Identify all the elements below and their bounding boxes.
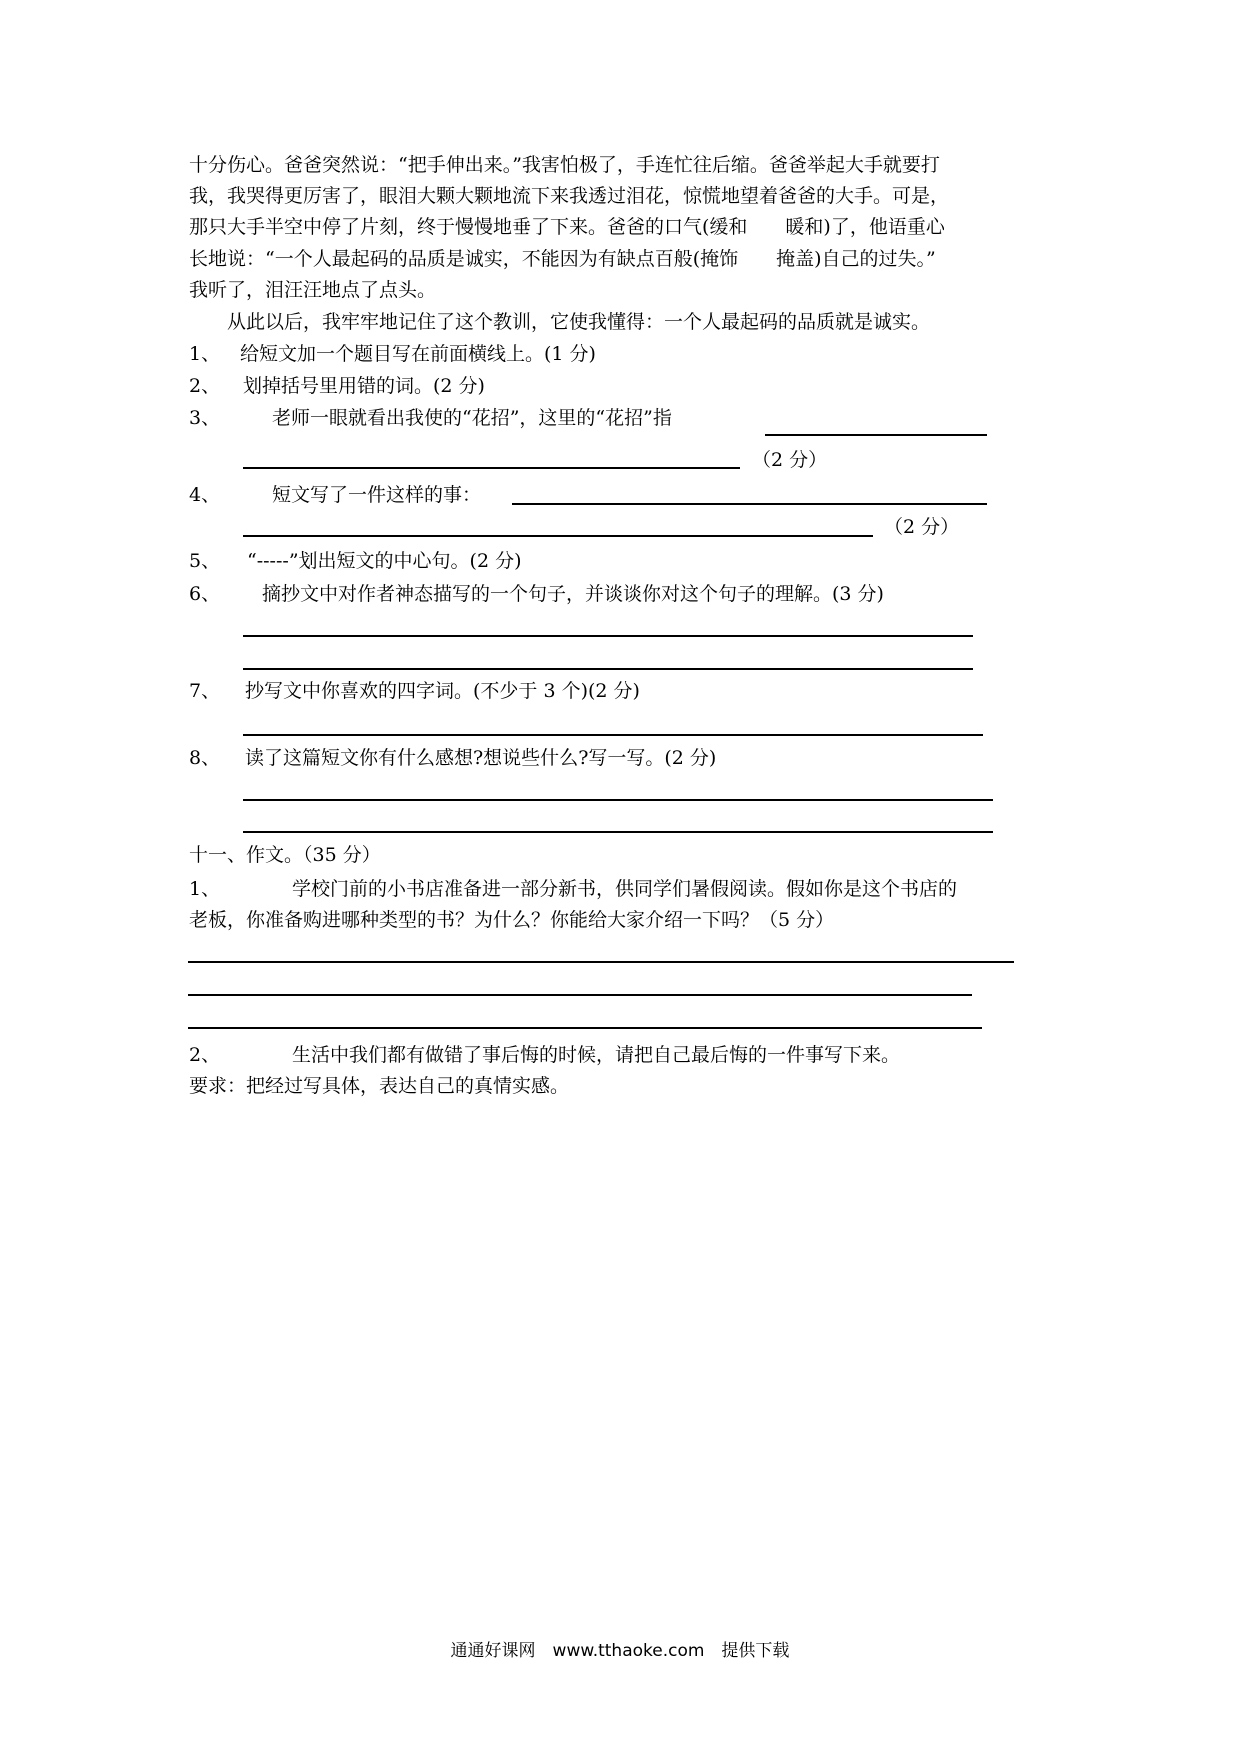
answer-line[interactable]	[188, 1027, 982, 1029]
question-number: 1、	[189, 878, 221, 900]
answer-line[interactable]	[243, 831, 993, 833]
question-text: 生活中我们都有做错了事后悔的时候，请把自己最后悔的一件事写下来。	[292, 1044, 901, 1066]
question-text: 短文写了一件这样的事：	[272, 484, 482, 506]
passage-line-6: 从此以后，我牢牢地记住了这个教训，它使我懂得：一个人最起码的品质就是诚实。	[189, 311, 931, 333]
question-text: 摘抄文中对作者神态描写的一个句子，并谈谈你对这个句子的理解。(3 分)	[262, 583, 884, 605]
answer-line[interactable]	[243, 535, 873, 537]
section-heading: 十一、作文。（35 分）	[189, 844, 381, 866]
question-number: 8、	[189, 747, 221, 769]
answer-line[interactable]	[243, 467, 740, 469]
question-number: 6、	[189, 583, 221, 605]
question-number: 2、	[189, 375, 221, 397]
answer-line[interactable]	[243, 668, 973, 670]
question-number: 7、	[189, 680, 221, 702]
question-text: 老板，你准备购进哪种类型的书？为什么？你能给大家介绍一下吗？（5 分）	[189, 909, 835, 931]
question-number: 3、	[189, 407, 221, 429]
question-number: 4、	[189, 484, 221, 506]
answer-line[interactable]	[243, 799, 993, 801]
question-text: 要求：把经过写具体，表达自己的真情实感。	[189, 1075, 570, 1097]
page-footer: 通通好课网 www.tthaoke.com 提供下载	[450, 1641, 790, 1661]
question-text: 老师一眼就看出我使的“花招”，这里的“花招”指	[272, 407, 672, 429]
passage-line-2: 我，我哭得更厉害了，眼泪大颗大颗地流下来我透过泪花，惊慌地望着爸爸的大手。可是，	[189, 185, 950, 207]
question-number: 2、	[189, 1044, 221, 1066]
question-text: 划掉括号里用错的词。(2 分)	[243, 375, 485, 397]
answer-line[interactable]	[188, 961, 1014, 963]
passage-line-5: 我听了，泪汪汪地点了点头。	[189, 279, 437, 301]
question-text: 读了这篇短文你有什么感想?想说些什么?写一写。(2 分)	[245, 747, 717, 769]
answer-line[interactable]	[765, 434, 987, 436]
question-points: （2 分）	[752, 449, 828, 471]
question-text: 抄写文中你喜欢的四字词。(不少于 3 个)(2 分)	[245, 680, 640, 702]
answer-line[interactable]	[243, 635, 973, 637]
question-points: （2 分）	[884, 516, 960, 538]
passage-line-1: 十分伤心。爸爸突然说：“把手伸出来。”我害怕极了，手连忙往后缩。爸爸举起大手就要打	[189, 154, 940, 176]
question-text: 给短文加一个题目写在前面横线上。(1 分)	[240, 343, 596, 365]
passage-line-4: 长地说：“一个人最起码的品质是诚实，不能因为有缺点百般(掩饰 掩盖)自己的过失。”	[189, 248, 936, 270]
question-text: “-----”划出短文的中心句。(2 分)	[247, 550, 522, 572]
question-text: 学校门前的小书店准备进一部分新书，供同学们暑假阅读。假如你是这个书店的	[292, 878, 958, 900]
question-number: 5、	[189, 550, 221, 572]
question-number: 1、	[189, 343, 221, 365]
passage-line-3: 那只大手半空中停了片刻，终于慢慢地垂了下来。爸爸的口气(缓和 暖和)了，他语重心	[189, 216, 945, 238]
answer-line[interactable]	[188, 994, 972, 996]
answer-line[interactable]	[512, 503, 987, 505]
answer-line[interactable]	[243, 734, 983, 736]
